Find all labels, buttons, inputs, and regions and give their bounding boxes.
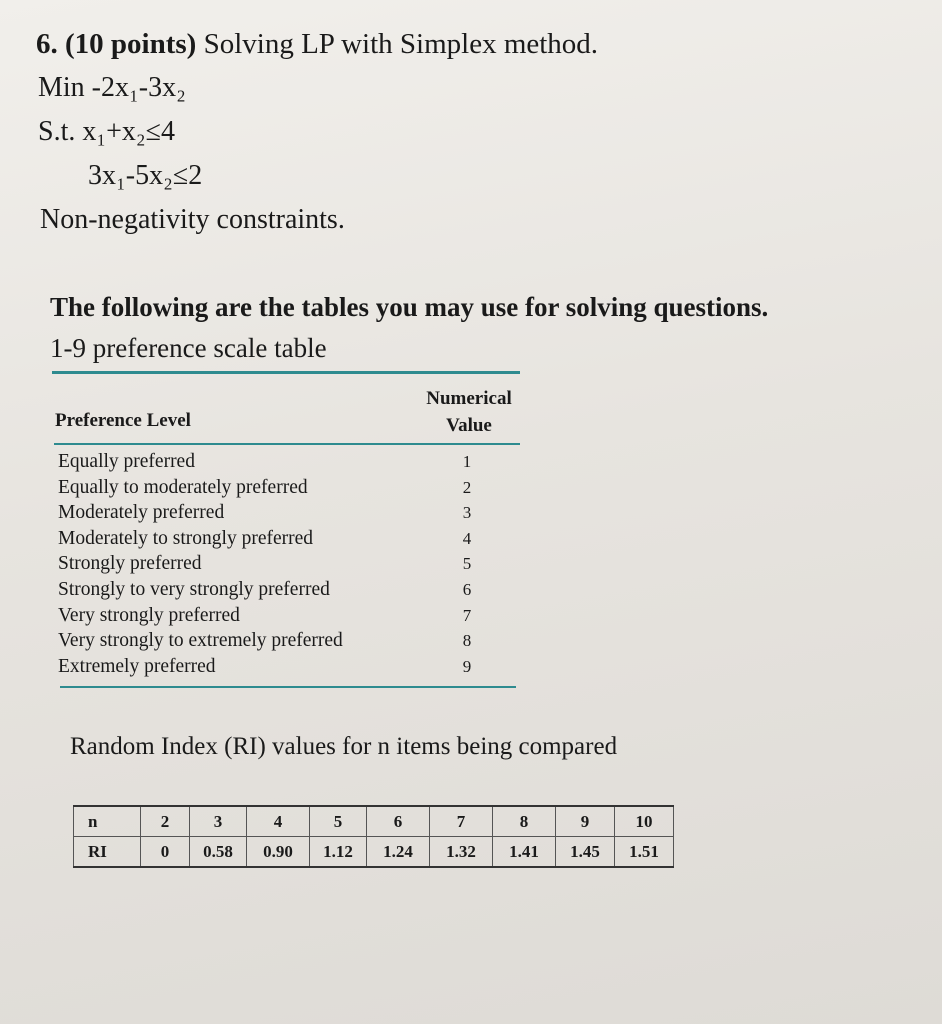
numerical-value: 3 — [462, 503, 472, 523]
preference-level-header: Preference Level — [55, 410, 191, 431]
ri-n-cell: 5 — [310, 806, 367, 837]
nonnegativity-constraints: Non-negativity constraints. — [40, 204, 345, 235]
preference-table-top-rule — [52, 371, 520, 374]
preference-row — [58, 551, 528, 577]
preference-table-bottom-rule — [60, 686, 516, 688]
preference-row — [58, 449, 528, 475]
preference-level: Extremely preferred — [58, 655, 216, 677]
objective-function: Min -2x₁-3x₂ — [38, 72, 186, 103]
preference-row — [58, 526, 528, 552]
preference-table-body — [58, 449, 528, 679]
numerical-value: 4 — [462, 528, 472, 548]
preference-level: Equally preferred — [58, 451, 195, 472]
question-title-text: Solving LP with Simplex method. — [196, 28, 599, 60]
ri-n-cell: 4 — [247, 806, 310, 837]
ri-table-row-n — [74, 806, 674, 837]
ri-value-cell: 1.12 — [310, 837, 367, 868]
preference-level: Very strongly to extremely preferred — [58, 630, 343, 652]
preference-table-header-rule — [54, 443, 520, 445]
numerical-value-header: Numerical Value — [426, 388, 512, 436]
constraint-2: 3x₁-5x₂≤2 — [88, 160, 203, 191]
ri-value-cell: 0 — [141, 837, 190, 868]
numerical-value: 2 — [462, 477, 472, 497]
ri-value-cell: 1.45 — [556, 837, 615, 868]
ri-n-cell: 8 — [493, 806, 556, 837]
ri-table-row-ri — [74, 837, 674, 868]
question-title — [36, 28, 598, 61]
ri-row-label-ri: RI — [74, 837, 141, 868]
ri-value-cell: 0.90 — [247, 837, 310, 868]
preference-row — [58, 628, 528, 654]
preference-level: Moderately preferred — [58, 502, 225, 524]
numerical-value: 6 — [462, 579, 472, 599]
constraint-1: S.t. x₁+x₂≤4 — [38, 116, 176, 147]
ri-value-cell: 1.51 — [615, 837, 674, 868]
numerical-value: 9 — [462, 656, 472, 676]
preference-table-caption: 1-9 preference scale table — [50, 333, 327, 363]
ri-value-cell: 0.58 — [190, 837, 247, 868]
preference-level: Strongly to very strongly preferred — [58, 578, 330, 600]
preference-level: Equally to moderately preferred — [58, 476, 308, 498]
question-number-points: 6. (10 points) — [36, 28, 197, 60]
numerical-value: 1 — [462, 452, 472, 471]
preference-row — [58, 500, 528, 526]
preference-level: Strongly preferred — [58, 553, 202, 575]
ri-table — [73, 805, 674, 868]
preference-row — [58, 603, 528, 629]
ri-n-cell: 2 — [141, 806, 190, 837]
ri-row-label-n: n — [74, 806, 141, 837]
preference-row — [58, 577, 528, 603]
ri-n-cell: 3 — [190, 806, 247, 837]
ri-n-cell: 10 — [615, 806, 674, 837]
ri-value-cell: 1.41 — [493, 837, 556, 868]
ri-n-cell: 7 — [430, 806, 493, 837]
preference-row — [58, 475, 528, 501]
ri-n-cell: 6 — [367, 806, 430, 837]
preference-level: Very strongly preferred — [58, 604, 240, 626]
ri-table-caption: Random Index (RI) values for n items being compared — [70, 733, 618, 760]
tables-intro: The following are the tables you may use for solving questions. — [50, 292, 769, 322]
numerical-value: 7 — [462, 605, 472, 625]
numerical-value: 8 — [462, 631, 472, 651]
ri-value-cell: 1.24 — [367, 837, 430, 868]
ri-n-cell: 9 — [556, 806, 615, 837]
preference-row — [58, 654, 528, 680]
numerical-value: 5 — [462, 554, 472, 574]
preference-level: Moderately to strongly preferred — [58, 527, 314, 549]
ri-value-cell: 1.32 — [430, 837, 493, 868]
